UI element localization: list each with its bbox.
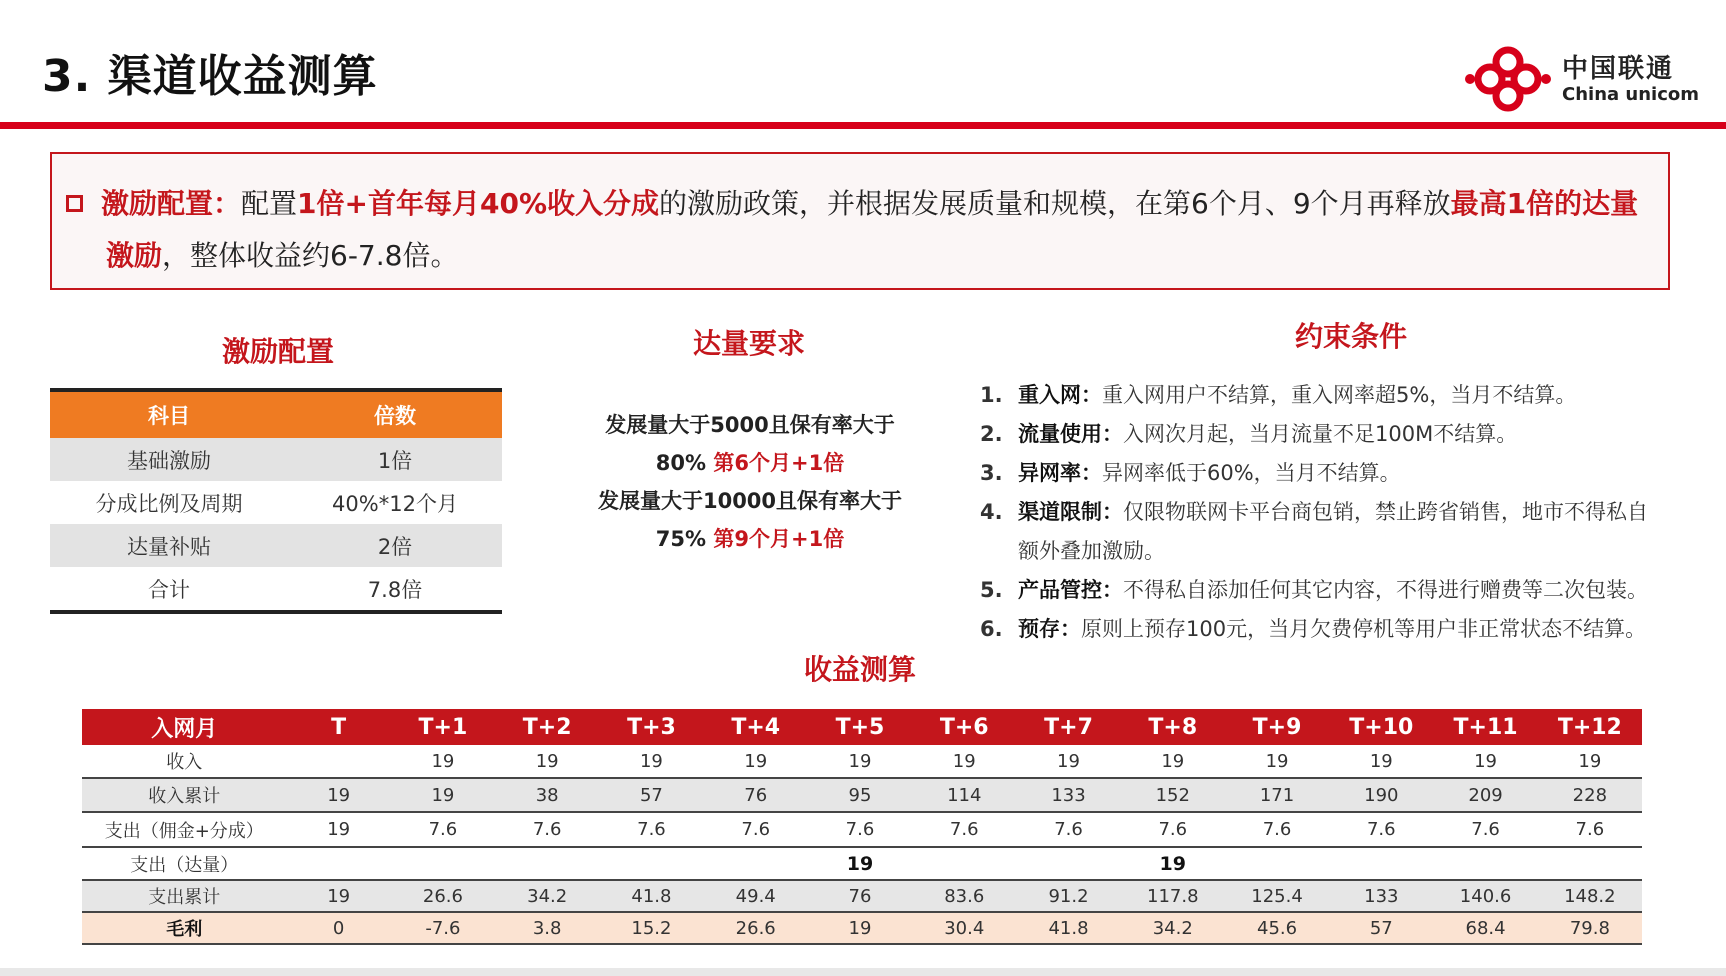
table-cell: 7.6 (599, 812, 703, 847)
table-cell (1016, 847, 1120, 880)
list-item (980, 571, 1680, 610)
table-cell (599, 847, 703, 880)
table-cell: 3.8 (495, 912, 599, 944)
table-cell: 19 (287, 812, 391, 847)
table-cell: 83.6 (912, 880, 1016, 912)
header-cell: T+6 (912, 709, 1016, 745)
table-cell: 19 (1433, 745, 1537, 778)
table-row (82, 812, 1642, 847)
table-cell: 38 (495, 778, 599, 812)
table-row (82, 745, 1642, 778)
unicom-knot-icon (1462, 44, 1554, 114)
table-cell: 49.4 (704, 880, 808, 912)
callout-label: 激励配置 (101, 187, 214, 220)
table-row (82, 778, 1642, 812)
table-cell: 合计 (148, 577, 190, 602)
header-divider (0, 122, 1726, 129)
table-cell: 19 (1538, 745, 1642, 778)
table-cell: 34.2 (1121, 912, 1225, 944)
table-cell (912, 847, 1016, 880)
table-cell: 117.8 (1121, 880, 1225, 912)
table-cell (391, 847, 495, 880)
table-cell (1538, 847, 1642, 880)
logo-english-name: China unicom (1562, 84, 1700, 105)
table-cell: 26.6 (391, 880, 495, 912)
row-name-cell: 毛利 (82, 912, 287, 944)
table-cell: 19 (808, 847, 912, 880)
table-cell: 7.6 (808, 812, 912, 847)
table-cell: 19 (1329, 745, 1433, 778)
table-cell: 114 (912, 778, 1016, 812)
header-cell: T+5 (808, 709, 912, 745)
table-cell: 1倍 (377, 448, 413, 473)
item-label: 渠道限制： (1018, 500, 1123, 524)
callout-highlight-1: 1倍+首年每月40%收入分成 (297, 187, 660, 220)
item-text: 仅限物联网卡平台商包销，禁止跨省销售，地市不得私自额外叠加激励。 (1018, 500, 1648, 563)
row-name-cell: 支出（佣金+分成） (82, 812, 287, 847)
table-cell: 19 (1225, 745, 1329, 778)
table-cell: 76 (704, 778, 808, 812)
header-cell: T+7 (1016, 709, 1120, 745)
table-cell: 209 (1433, 778, 1537, 812)
row-name-cell: 收入 (82, 745, 287, 778)
header-cell: T+1 (391, 709, 495, 745)
table-cell: 140.6 (1433, 880, 1537, 912)
table-cell: 2倍 (377, 534, 413, 559)
header-cell: 倍数 (374, 404, 416, 428)
table-cell: 19 (1121, 745, 1225, 778)
table-cell: 57 (1329, 912, 1433, 944)
item-text: 入网次月起，当月流量不足100M不结算。 (1123, 422, 1518, 446)
table-cell: 7.6 (912, 812, 1016, 847)
table-row (50, 567, 502, 614)
item-number: 5. (980, 578, 1003, 602)
header-cell: T+2 (495, 709, 599, 745)
revenue-header-row (82, 709, 1642, 745)
item-text: 不得私自添加任何其它内容，不得进行赠费等二次包装。 (1123, 578, 1648, 602)
table-cell: 152 (1121, 778, 1225, 812)
incentive-table-header (50, 388, 502, 438)
table-cell: 41.8 (1016, 912, 1120, 944)
item-number: 1. (980, 383, 1003, 407)
header-cell: T+3 (599, 709, 703, 745)
table-cell: 19 (599, 745, 703, 778)
table-cell: 79.8 (1538, 912, 1642, 944)
table-cell: 19 (391, 778, 495, 812)
item-label: 异网率： (1018, 461, 1102, 485)
table-cell: 7.6 (391, 812, 495, 847)
table-row (50, 524, 502, 567)
table-cell: 19 (1016, 745, 1120, 778)
table-cell (1225, 847, 1329, 880)
table-cell: 45.6 (1225, 912, 1329, 944)
incentive-summary-callout (50, 152, 1670, 290)
table-cell (704, 847, 808, 880)
callout-text-1: 配置 (241, 187, 298, 220)
table-cell: 0 (287, 912, 391, 944)
item-number: 3. (980, 461, 1003, 485)
item-label: 预存： (1018, 617, 1081, 641)
callout-line-1 (66, 182, 1638, 222)
table-cell: 228 (1538, 778, 1642, 812)
table-cell: 30.4 (912, 912, 1016, 944)
item-number: 6. (980, 617, 1003, 641)
table-cell (287, 745, 391, 778)
table-cell: 19 (704, 745, 808, 778)
revenue-section-title: 收益测算 (804, 653, 917, 686)
table-cell: 19 (1121, 847, 1225, 880)
table-cell: 7.6 (704, 812, 808, 847)
list-item (980, 493, 1680, 571)
incentive-table (50, 388, 502, 614)
row-name-cell: 收入累计 (82, 778, 287, 812)
table-cell: 7.6 (1538, 812, 1642, 847)
table-cell: 68.4 (1433, 912, 1537, 944)
requirement-rate: 80% (655, 451, 714, 475)
table-cell: 57 (599, 778, 703, 812)
callout-text-3: ，整体收益约6-7.8倍。 (162, 239, 459, 272)
table-cell: 148.2 (1538, 880, 1642, 912)
callout-line-2 (106, 234, 458, 274)
page-title: 3. 渠道收益测算 (42, 51, 378, 102)
table-cell: 19 (808, 912, 912, 944)
table-row (82, 847, 1642, 880)
list-item (980, 610, 1680, 649)
table-row (82, 912, 1642, 944)
table-cell: 19 (287, 880, 391, 912)
requirement-line: 发展量大于5000且保有率大于 (605, 413, 895, 437)
constraints-list (980, 376, 1680, 649)
table-cell: 7.6 (1225, 812, 1329, 847)
callout-highlight-3: 激励 (106, 239, 163, 272)
header-cell: 科目 (148, 404, 190, 428)
table-row (50, 438, 502, 481)
table-cell (287, 847, 391, 880)
table-cell: 40%*12个月 (332, 491, 458, 516)
bottom-edge-strip (0, 968, 1726, 976)
table-cell: 7.6 (1329, 812, 1433, 847)
table-row (82, 880, 1642, 912)
table-cell: 19 (808, 745, 912, 778)
header-cell: T (287, 709, 391, 745)
callout-colon: ： (213, 187, 242, 220)
header-cell: T+11 (1433, 709, 1537, 745)
table-cell: 41.8 (599, 880, 703, 912)
table-cell: 91.2 (1016, 880, 1120, 912)
requirement-line (560, 520, 940, 558)
incentive-section-title: 激励配置 (222, 335, 335, 368)
item-number: 4. (980, 500, 1003, 524)
table-cell: 133 (1329, 880, 1433, 912)
table-cell: 26.6 (704, 912, 808, 944)
callout-text-2: 的激励政策，并根据发展质量和规模，在第6个月、9个月再释放 (659, 187, 1451, 220)
table-cell: 15.2 (599, 912, 703, 944)
table-cell: 19 (912, 745, 1016, 778)
square-bullet-icon (66, 195, 83, 212)
table-cell: 达量补贴 (127, 534, 211, 559)
table-cell (495, 847, 599, 880)
table-cell: 7.8倍 (367, 577, 423, 602)
constraints-section-title: 约束条件 (1295, 320, 1408, 353)
item-number: 2. (980, 422, 1003, 446)
table-cell (1329, 847, 1433, 880)
table-cell: 76 (808, 880, 912, 912)
table-cell: 125.4 (1225, 880, 1329, 912)
header-cell: T+12 (1538, 709, 1642, 745)
list-item (980, 415, 1680, 454)
requirement-line (560, 444, 940, 482)
requirement-reward: 第9个月+1倍 (713, 527, 845, 551)
table-cell: 7.6 (1121, 812, 1225, 847)
table-cell: 34.2 (495, 880, 599, 912)
table-cell: 171 (1225, 778, 1329, 812)
volume-requirement-text (560, 406, 940, 558)
header-cell: T+8 (1121, 709, 1225, 745)
table-cell: 19 (495, 745, 599, 778)
list-item (980, 376, 1680, 415)
item-label: 流量使用： (1018, 422, 1123, 446)
table-cell: -7.6 (391, 912, 495, 944)
item-text: 异网率低于60%，当月不结算。 (1102, 461, 1401, 485)
requirement-line: 发展量大于10000且保有率大于 (597, 489, 903, 513)
table-cell: 分成比例及周期 (95, 491, 243, 516)
table-cell: 7.6 (1016, 812, 1120, 847)
header-cell: T+10 (1329, 709, 1433, 745)
header-cell: T+4 (704, 709, 808, 745)
table-cell: 基础激励 (127, 448, 211, 473)
table-cell: 7.6 (495, 812, 599, 847)
table-cell: 95 (808, 778, 912, 812)
table-cell: 19 (391, 745, 495, 778)
requirement-section-title: 达量要求 (693, 327, 806, 360)
item-label: 重入网： (1018, 383, 1102, 407)
header-cell: T+9 (1225, 709, 1329, 745)
row-name-cell: 支出（达量） (82, 847, 287, 880)
callout-highlight-2: 最高1倍的达量 (1450, 187, 1639, 220)
table-cell: 133 (1016, 778, 1120, 812)
table-cell: 7.6 (1433, 812, 1537, 847)
table-cell: 19 (287, 778, 391, 812)
table-cell (1433, 847, 1537, 880)
item-label: 产品管控： (1018, 578, 1123, 602)
china-unicom-logo (1462, 38, 1702, 118)
revenue-table (82, 709, 1642, 945)
requirement-rate: 75% (655, 527, 714, 551)
item-text: 原则上预存100元，当月欠费停机等用户非正常状态不结算。 (1081, 617, 1647, 641)
logo-chinese-name: 中国联通 (1562, 54, 1675, 84)
table-row (50, 481, 502, 524)
table-cell: 190 (1329, 778, 1433, 812)
row-name-cell: 支出累计 (82, 880, 287, 912)
requirement-reward: 第6个月+1倍 (713, 451, 845, 475)
item-text: 重入网用户不结算，重入网率超5%，当月不结算。 (1102, 383, 1577, 407)
header-cell: 入网月 (82, 709, 287, 745)
list-item (980, 454, 1680, 493)
